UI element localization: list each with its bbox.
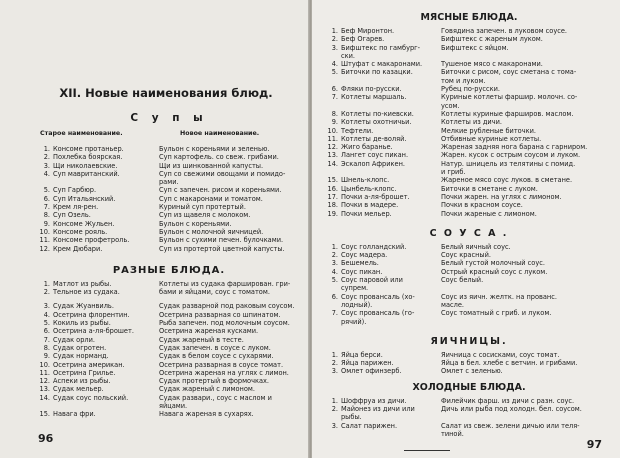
old-name: Яйца берси. — [341, 350, 383, 359]
old-name: Шоффруа из дичи. — [341, 396, 407, 405]
dish-row — [326, 68, 612, 76]
item-number: 10. — [39, 227, 50, 236]
new-name: Жареная задняя нога барана с гарниром. — [441, 143, 588, 152]
old-name: Омлет офинзерб. — [341, 367, 402, 376]
old-name: Яйца парижен. — [341, 359, 394, 368]
dish-row — [326, 151, 612, 159]
old-name-header: Старое наименование. — [40, 130, 123, 137]
item-number: 13. — [327, 151, 338, 160]
item-number: 5. — [331, 276, 338, 285]
new-name: Биточки в сметане с луком. — [441, 184, 538, 193]
old-name: Осетрина американ. — [53, 360, 125, 369]
new-name: Котлеты из судака фарширован. гри- — [159, 279, 291, 288]
dish-row — [38, 236, 300, 244]
page-number-left: 96 — [38, 432, 54, 445]
dish-row — [326, 422, 612, 430]
dish-row — [326, 93, 612, 101]
item-number — [326, 102, 338, 110]
old-name: Тельное из судака. — [53, 288, 120, 297]
item-number: 4. — [331, 60, 338, 69]
dish-row — [38, 336, 300, 344]
old-name — [338, 102, 433, 110]
new-name: Куриный суп протертый. — [159, 203, 246, 212]
dish-row — [326, 284, 612, 292]
old-name — [50, 178, 153, 186]
dish-row — [326, 351, 612, 359]
item-number: 3. — [331, 421, 338, 430]
dish-row — [326, 102, 612, 110]
old-name: Крем Дюбари. — [53, 244, 103, 253]
old-name: Тефтели. — [341, 126, 374, 135]
new-name — [433, 52, 612, 60]
dish-row — [326, 359, 612, 367]
item-number: 4. — [43, 310, 50, 319]
new-name: Котлеты куриные фарширов. маслом. — [441, 109, 574, 118]
dish-row — [38, 170, 300, 178]
item-number — [326, 301, 338, 309]
old-name: Суп Итальянский. — [53, 194, 116, 203]
new-name: Говядина запечен. в луковом соусе. — [441, 27, 568, 35]
item-number — [326, 413, 338, 421]
new-name: Осетрина жареная кусками. — [159, 327, 259, 336]
old-name — [338, 430, 433, 438]
item-number: 14. — [39, 393, 50, 402]
old-name: Суп Гарбюр. — [53, 186, 97, 195]
new-name: Суп с макаронами и томатом. — [159, 194, 263, 203]
old-name: супрем. — [341, 284, 369, 293]
new-name: Тушеное мясо с макаронами. — [441, 60, 543, 69]
old-name: Консоме Жульен. — [53, 219, 115, 228]
new-name: Осетрина жареная на углях с лимон. — [159, 368, 289, 377]
item-number: 2. — [331, 359, 338, 368]
dish-row — [38, 302, 300, 310]
dish-row — [38, 288, 300, 296]
old-name: Судак огротен. — [53, 343, 107, 352]
old-name: Соус провансаль (го- — [341, 309, 415, 318]
item-number — [38, 178, 50, 186]
item-number: 7. — [43, 335, 50, 344]
dish-row — [326, 193, 612, 201]
item-number: 19. — [327, 209, 338, 218]
new-name: Жарен. кусок с острым соусом и луком. — [441, 151, 581, 160]
dish-row — [38, 385, 300, 393]
old-name: Навага фри. — [53, 410, 96, 419]
sauces-title: С О У С А . — [429, 227, 509, 239]
old-name: Фляки по-русски. — [341, 85, 402, 94]
item-number: 11. — [327, 134, 338, 143]
new-name: Суп картофель. со свеж. грибами. — [159, 153, 279, 162]
item-number — [326, 77, 338, 85]
item-number: 3. — [331, 43, 338, 52]
old-name: Котлеты маршаль. — [341, 93, 407, 102]
dish-row — [326, 201, 612, 209]
dish-row — [38, 145, 300, 153]
new-name: Бульон с сухими печен. булочками. — [159, 236, 284, 245]
item-number: 2. — [331, 251, 338, 260]
new-name: Рыба запечен. под молочным соусом. — [159, 319, 290, 328]
old-name: Соус голландский. — [341, 242, 407, 251]
new-name: Жареное мясо соус луков. в сметане. — [441, 176, 573, 185]
old-name: Котлеты охотничьи. — [341, 118, 412, 127]
item-number: 2. — [331, 404, 338, 413]
page-number-right: 97 — [586, 438, 602, 451]
dish-row — [38, 203, 300, 211]
item-number: 14. — [327, 159, 338, 168]
old-name: Суп Озель. — [53, 211, 91, 220]
new-name — [433, 318, 612, 326]
item-number: 6. — [331, 292, 338, 301]
new-name: Бифштекс с жареным луком. — [441, 35, 543, 44]
dish-row — [326, 185, 612, 193]
dish-row — [326, 52, 612, 60]
item-number: 7. — [43, 203, 50, 212]
egg-dishes-list — [326, 351, 612, 376]
new-name-header: Новое наименование. — [180, 130, 260, 137]
old-name: Консоме профетроль. — [53, 236, 130, 245]
old-name: Бифштекс по гамбург- — [341, 43, 420, 52]
new-name: Дичь или рыба под холодн. бел. соусом. — [441, 404, 582, 413]
new-name: Судак протертый в формочках. — [159, 377, 269, 386]
old-name: лодный). — [341, 300, 373, 309]
new-name: усом. — [441, 101, 460, 110]
item-number: 11. — [39, 236, 50, 245]
item-number: 5. — [331, 68, 338, 77]
dish-row — [326, 143, 612, 151]
dish-row — [326, 60, 612, 68]
dish-row — [326, 210, 612, 218]
dish-row — [326, 430, 612, 438]
old-name: Жиго баранье. — [341, 143, 393, 152]
old-name: Осетрина а-ля-брошет. — [53, 327, 134, 336]
new-name: Суп с запечен. рисом и кореньями. — [159, 186, 282, 195]
old-name: Осетрина Грилье. — [53, 368, 116, 377]
dish-row — [38, 369, 300, 377]
item-number: 15. — [39, 410, 50, 419]
dish-row — [38, 394, 300, 411]
dish-row — [38, 228, 300, 236]
old-name: Соус мадера. — [341, 251, 388, 260]
old-name — [338, 168, 433, 176]
new-name: тиной. — [441, 429, 464, 438]
item-number: 11. — [39, 368, 50, 377]
dish-row — [38, 220, 300, 228]
meat-dishes-list — [326, 27, 612, 218]
new-name: Биточки с рисом, соус сметана с тома- — [441, 68, 577, 77]
dish-row — [326, 168, 612, 176]
item-number — [326, 168, 338, 176]
new-name: масле. — [441, 300, 465, 309]
dish-row — [38, 280, 300, 288]
new-name: Соус белый. — [441, 276, 484, 285]
dish-row — [326, 118, 612, 126]
new-name: Соус красный. — [441, 251, 491, 260]
item-number: 3. — [331, 259, 338, 268]
new-name: Осетрина разварная в соусе томат. — [159, 360, 284, 369]
item-number: 12. — [39, 244, 50, 253]
item-number: 1. — [331, 350, 338, 359]
old-name: Шнель-клопс. — [341, 176, 390, 185]
new-name: Белый яичный соус. — [441, 242, 511, 251]
dish-row — [38, 195, 300, 203]
old-name: Эскалоп Африкен. — [341, 159, 405, 168]
item-number: 3. — [43, 302, 50, 311]
new-name: Навага жареная в сухарях. — [159, 410, 254, 419]
dish-row — [326, 276, 612, 284]
old-name: Консоме протаньер. — [53, 145, 124, 153]
old-name: Почки мельер. — [341, 209, 392, 218]
new-name: Бульон с кореньями. — [159, 219, 232, 228]
old-name: Салат парижен. — [341, 421, 398, 430]
item-number: 4. — [43, 169, 50, 178]
new-name: Белый густой молочный соус. — [441, 259, 545, 268]
new-name: Бульон с молочной яичницей. — [159, 227, 264, 236]
old-name: Цынбель-клопс. — [341, 184, 397, 193]
item-number: 3. — [43, 161, 50, 170]
old-name: Кокиль из рыбы. — [53, 319, 111, 328]
new-name: Суп из протертой цветной капусты. — [159, 244, 285, 253]
cold-dishes-list — [326, 397, 612, 438]
item-number: 9. — [43, 352, 50, 361]
dish-row — [38, 186, 300, 194]
old-name: ски. — [341, 51, 355, 60]
new-name: том и луком. — [441, 76, 486, 85]
old-name: Соус провансаль (хо- — [341, 292, 415, 301]
dish-row — [326, 259, 612, 267]
old-name: Матлот из рыбы. — [53, 279, 112, 288]
item-number: 9. — [43, 219, 50, 228]
new-name: Суп из щавеля с молоком. — [159, 211, 251, 220]
new-name: Почки жареные с лимоном. — [441, 209, 537, 218]
dish-row — [326, 318, 612, 326]
item-number: 2. — [43, 288, 50, 297]
old-name: Бешемель. — [341, 259, 379, 268]
dish-row — [326, 301, 612, 309]
old-name: Судак норманд. — [53, 352, 109, 361]
old-name: Котлеты де-воляй. — [341, 134, 407, 143]
dish-row — [326, 251, 612, 259]
dish-row — [38, 319, 300, 327]
item-number: 10. — [39, 360, 50, 369]
dish-row — [326, 35, 612, 43]
old-name: рыбы. — [341, 413, 362, 422]
item-number: 15. — [327, 176, 338, 185]
new-name: Рубец по-русски. — [441, 85, 501, 94]
new-name: Судак разварной под раковым соусом. — [159, 302, 295, 311]
dish-row — [326, 110, 612, 118]
dish-row — [326, 127, 612, 135]
item-number: 7. — [331, 93, 338, 102]
item-number: 7. — [331, 309, 338, 318]
item-number: 1. — [331, 27, 338, 35]
item-number: 1. — [43, 145, 50, 153]
new-name: Судак запечен. в соусе с луком. — [159, 343, 271, 352]
new-name: Судак в белом соусе с сухарями. — [159, 352, 274, 361]
egg-dishes-title: ЯИЧНИЦЫ. — [430, 335, 508, 347]
item-number: 8. — [43, 211, 50, 220]
dish-row — [326, 413, 612, 421]
dish-row — [38, 377, 300, 385]
old-name: Щи николаевские. — [53, 161, 118, 170]
new-name: Судак жареный с лимоном. — [159, 385, 255, 394]
new-name: Суп со свежими овощами и помидо- — [159, 169, 286, 178]
new-name: Судак развари., соус с маслом и яйцами. — [159, 393, 272, 411]
dish-row — [326, 367, 612, 375]
dish-row — [38, 178, 300, 186]
item-number: 13. — [39, 385, 50, 394]
old-name: Беф Миронтон. — [341, 27, 395, 35]
new-name: Куриные котлеты фаршир. молочн. со- — [441, 93, 578, 102]
item-number: 12. — [39, 377, 50, 386]
dish-row — [38, 344, 300, 352]
old-name: Судак мельер. — [53, 385, 104, 394]
item-number — [326, 284, 338, 292]
item-number: 6. — [43, 194, 50, 203]
chapter-title: XII. Новые наименования блюд. — [59, 86, 273, 100]
new-name: бами и яйцами, соус с томатом. — [159, 288, 270, 297]
new-name: Почки жарен. на углях с лимоном. — [441, 192, 562, 201]
item-number: 1. — [331, 396, 338, 405]
cold-dishes-title: ХОЛОДНЫЕ БЛЮДА. — [412, 381, 526, 393]
dish-row — [38, 153, 300, 161]
dish-row — [38, 162, 300, 170]
item-number: 10. — [327, 126, 338, 135]
item-number: 6. — [43, 327, 50, 336]
new-name: рами. — [159, 178, 179, 187]
new-name: и гриб. — [441, 168, 466, 177]
old-name: рячий). — [341, 317, 367, 326]
new-name: Судак жареный в тесте. — [159, 335, 244, 344]
item-number: 18. — [327, 201, 338, 210]
old-name: Соус паровой или — [341, 276, 403, 285]
old-name: Осетрина флорентин. — [53, 310, 130, 319]
old-name: Почки в мадере. — [341, 201, 399, 210]
old-name: Консоме рояль. — [53, 227, 108, 236]
dish-row — [38, 245, 300, 253]
item-number — [326, 430, 338, 438]
dish-row — [326, 160, 612, 168]
misc-dishes-title: РАЗНЫЕ БЛЮДА. — [112, 264, 226, 276]
misc-dishes-list — [38, 280, 300, 419]
new-name: Омлет с зеленью. — [441, 367, 503, 376]
old-name: Аспеки из рыбы. — [53, 377, 111, 386]
dish-row — [326, 243, 612, 251]
old-name: Судак Жуанвиль. — [53, 302, 114, 311]
new-name: Щи из шинкованной капусты. — [159, 161, 264, 170]
item-number: 8. — [331, 109, 338, 118]
dish-row — [326, 77, 612, 85]
old-name: Судак орли. — [53, 335, 95, 344]
dish-row — [326, 135, 612, 143]
right-page — [312, 0, 620, 458]
new-name: Отбивные куриные котлеты. — [441, 134, 542, 143]
old-name: Котлеты по-киевски. — [341, 109, 414, 118]
dish-row — [326, 85, 612, 93]
dish-row — [38, 352, 300, 360]
new-name — [433, 413, 612, 421]
dish-row — [326, 27, 612, 35]
sauces-list — [326, 243, 612, 326]
old-name: Судак соус польский. — [53, 393, 129, 402]
new-name: Яйца в бел. хлебе с ветчин. и грибами. — [441, 359, 578, 368]
item-number: 1. — [43, 279, 50, 288]
footer-rule — [404, 450, 450, 451]
item-number: 8. — [43, 343, 50, 352]
item-number — [326, 318, 338, 326]
dish-row — [38, 311, 300, 319]
old-name: Беф Огарев. — [341, 35, 385, 44]
item-number: 9. — [331, 118, 338, 127]
soups-title: С у п ы — [130, 112, 208, 124]
dish-row — [326, 405, 612, 413]
column-headers — [38, 130, 300, 137]
item-number: 12. — [327, 143, 338, 152]
old-name: Суп мавританский. — [53, 169, 120, 178]
item-number: 4. — [331, 267, 338, 276]
dish-row — [326, 268, 612, 276]
new-name: Бульон с кореньями и зеленью. — [159, 145, 270, 153]
new-name: Натур. шницель из телятины с помид. — [441, 159, 576, 168]
item-number: 2. — [43, 153, 50, 162]
item-number: 6. — [331, 85, 338, 94]
meat-dishes-title: МЯСНЫЕ БЛЮДА. — [420, 12, 518, 23]
new-name: Салат из свеж. зелени дичью или теля- — [441, 421, 580, 430]
dish-row — [38, 211, 300, 219]
new-name: Мелкие рубленые биточки. — [441, 126, 536, 135]
new-name — [433, 284, 612, 292]
new-name: Бифштекс с яйцом. — [441, 43, 509, 52]
item-number: 5. — [43, 319, 50, 328]
item-number: 3. — [331, 367, 338, 376]
dish-row — [326, 293, 612, 301]
item-number: 17. — [327, 192, 338, 201]
old-name: Похлебка боярская. — [53, 153, 123, 162]
dish-row — [326, 309, 612, 317]
dish-row — [38, 361, 300, 369]
dish-row — [326, 44, 612, 52]
dish-row — [38, 327, 300, 335]
new-name: Соус из яичн. желтк. на прованс. — [441, 292, 557, 301]
old-name: Биточки по казацки. — [341, 68, 413, 77]
item-number: 16. — [327, 184, 338, 193]
dish-row — [326, 397, 612, 405]
old-name: Майонез из дичи или — [341, 404, 415, 413]
old-name — [338, 77, 433, 85]
old-name: Соус пикан. — [341, 267, 383, 276]
new-name: Острый красный соус с луком. — [441, 267, 548, 276]
new-name: Яичница с сосисками, соус томат. — [441, 350, 560, 359]
old-name: Лангет соус пикан. — [341, 151, 409, 160]
old-name: Штуфат с макаронами. — [341, 60, 423, 69]
new-name: Филейчик фарш. из дичи с разн. соус. — [441, 396, 575, 405]
dish-row — [326, 176, 612, 184]
new-name: Котлеты из дичи. — [441, 118, 502, 127]
old-name: Крем ля-рен. — [53, 203, 99, 212]
item-number — [326, 52, 338, 60]
item-number: 1. — [331, 242, 338, 251]
soups-list — [38, 145, 300, 253]
item-number: 5. — [43, 186, 50, 195]
new-name: Соус томатный с гриб. и луком. — [441, 309, 552, 318]
dish-row — [38, 410, 300, 418]
new-name: Осетрина разварная со шпинатом. — [159, 310, 281, 319]
old-name: Почки а-ля-брошет. — [341, 192, 410, 201]
new-name: Почки в красном соусе. — [441, 201, 523, 210]
item-number: 2. — [331, 35, 338, 44]
